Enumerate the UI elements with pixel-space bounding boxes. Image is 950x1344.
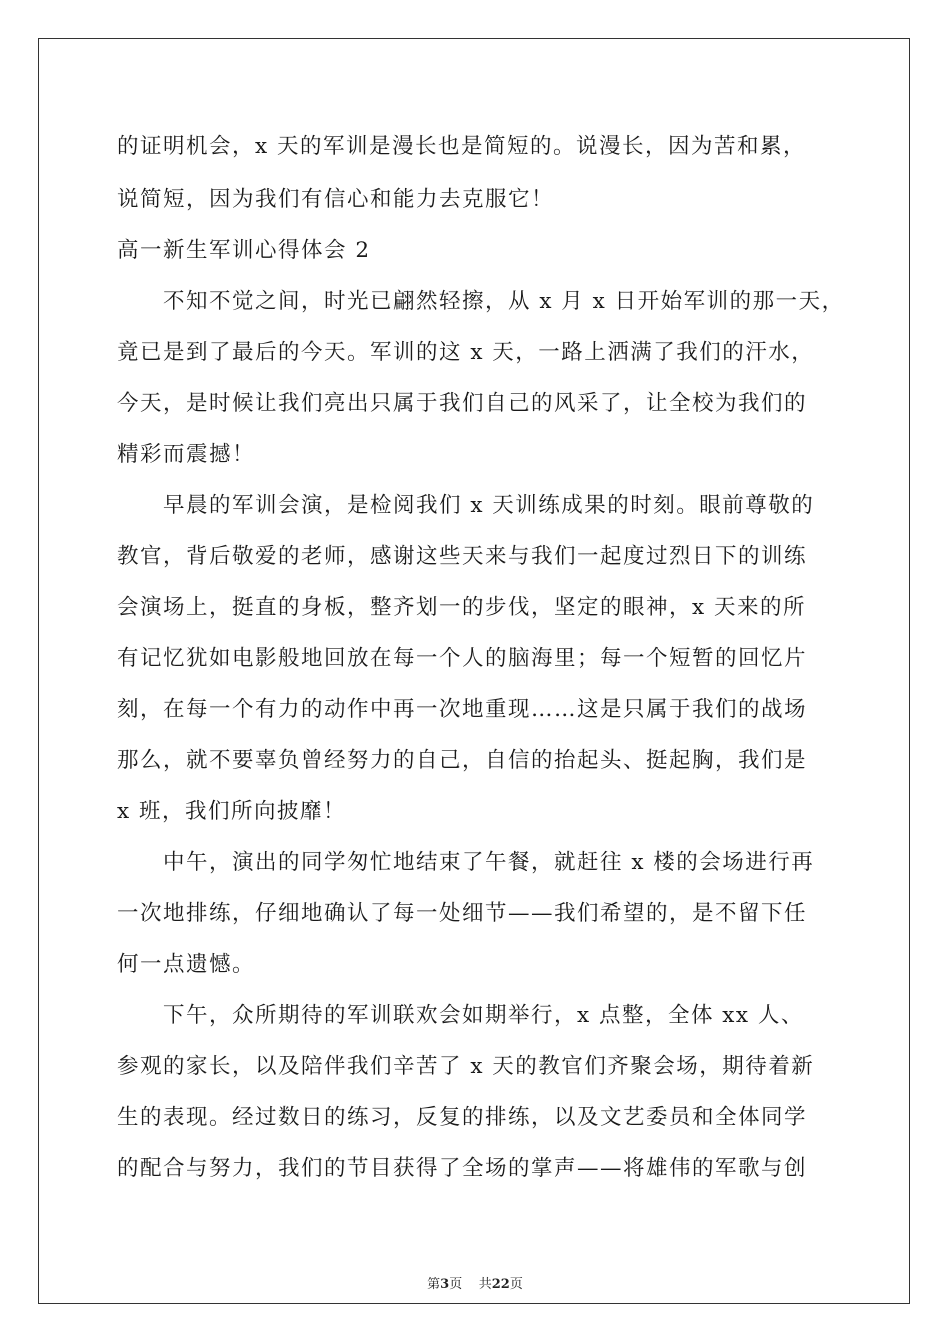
text-line: 何一点遗憾。 (117, 952, 256, 977)
paragraph-start-line: 中午，演出的同学匆忙地结束了午餐，就赶往 x 楼的会场进行再 (163, 850, 815, 875)
text-line: 参观的家长，以及陪伴我们辛苦了 x 天的教官们齐聚会场，期待着新 (117, 1054, 815, 1079)
text-line: 的证明机会，x 天的军训是漫长也是简短的。说漫长，因为苦和累， (117, 134, 806, 159)
text-line: 刻，在每一个有力的动作中再一次地重现……这是只属于我们的战场 (117, 697, 808, 722)
paragraph-start-line: 不知不觉之间，时光已翩然轻擦，从 x 月 x 日开始军训的那一天， (163, 289, 845, 314)
section-heading: 高一新生军训心得体会 2 (117, 238, 371, 263)
current-page-number: 3 (440, 1277, 450, 1292)
footer-total-prefix: 共 (478, 1277, 492, 1292)
text-line: 那么，就不要辜负曾经努力的自己，自信的抬起头、挺起胸，我们是 (117, 748, 808, 773)
text-line: 竟已是到了最后的今天。军训的这 x 天，一路上洒满了我们的汗水， (117, 340, 815, 365)
total-pages-number: 22 (491, 1277, 510, 1292)
page-footer (0, 1276, 950, 1294)
text-line: 精彩而震撼！ (117, 442, 256, 467)
footer-total-suffix: 页 (509, 1277, 523, 1292)
text-line: 教官，背后敬爱的老师，感谢这些天来与我们一起度过烈日下的训练 (117, 544, 808, 569)
text-line: x 班，我们所向披靡！ (117, 799, 346, 824)
text-line: 今天，是时候让我们亮出只属于我们自己的风采了，让全校为我们的 (117, 391, 808, 416)
text-line: 生的表现。经过数日的练习，反复的排练，以及文艺委员和全体同学 (117, 1105, 808, 1130)
text-line: 会演场上，挺直的身板，整齐划一的步伐，坚定的眼神，x 天来的所 (117, 595, 806, 620)
footer-page-suffix: 页 (449, 1277, 463, 1292)
text-line: 一次地排练，仔细地确认了每一处细节——我们希望的，是不留下任 (117, 901, 808, 926)
paragraph-start-line: 早晨的军训会演，是检阅我们 x 天训练成果的时刻。眼前尊敬的 (163, 493, 815, 518)
text-line: 有记忆犹如电影般地回放在每一个人的脑海里；每一个短暂的回忆片 (117, 646, 808, 671)
footer-prefix: 第 (427, 1277, 441, 1292)
paragraph-start-line: 下午，众所期待的军训联欢会如期举行，x 点整，全体 xx 人、 (163, 1003, 804, 1028)
text-line: 的配合与努力，我们的节目获得了全场的掌声——将雄伟的军歌与创 (117, 1156, 808, 1181)
text-line: 说简短，因为我们有信心和能力去克服它！ (117, 187, 555, 212)
